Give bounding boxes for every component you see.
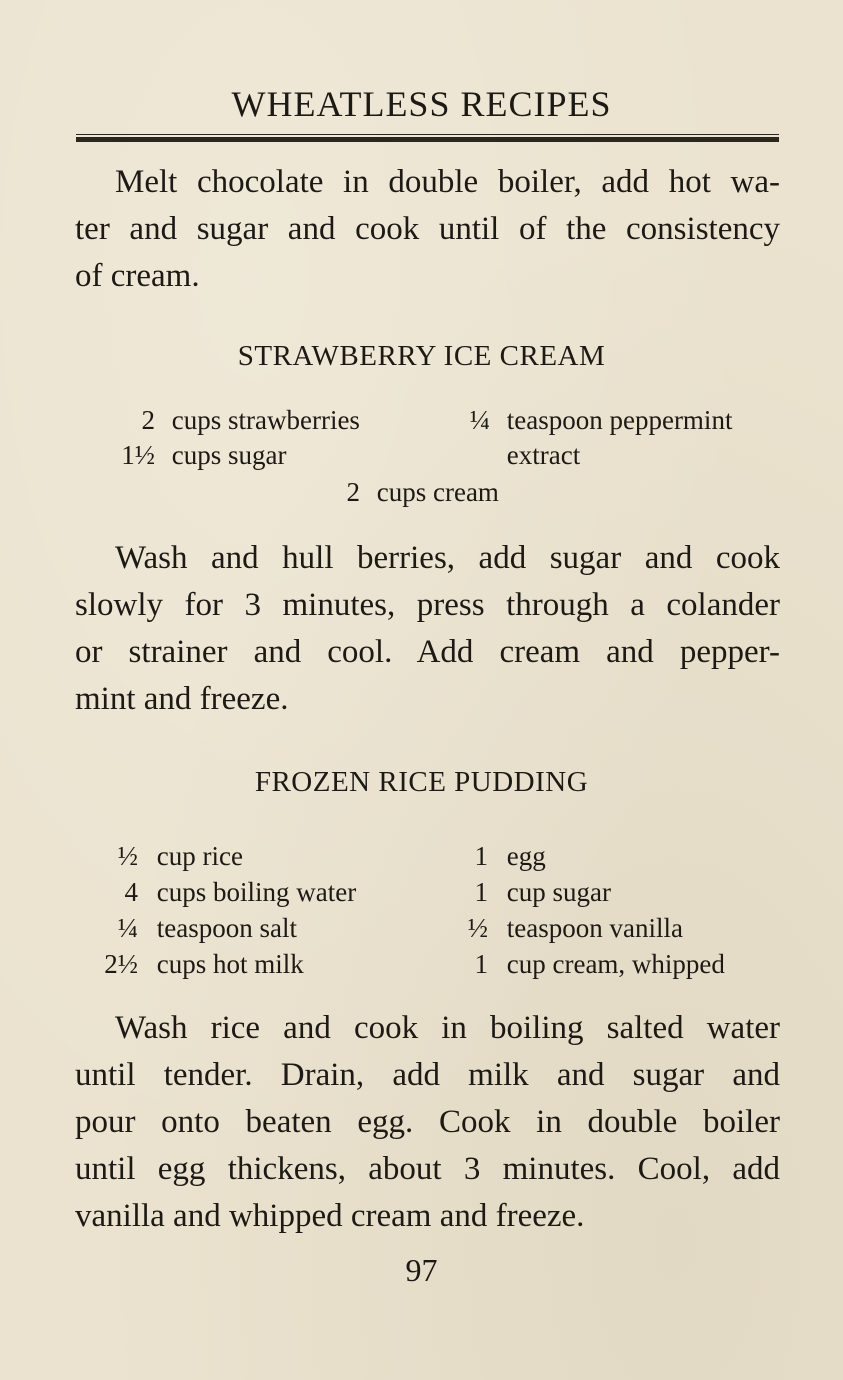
ingredient-item [452, 910, 683, 946]
ingredient-quantity: 1 [474, 877, 488, 907]
ingredient-text: cups cream [376, 477, 499, 507]
ingredient-item [450, 437, 580, 473]
paragraph-line: of cream. [75, 258, 200, 294]
page-number: 97 [405, 1252, 438, 1288]
ingredient-text: cup sugar [506, 877, 611, 907]
ingredient-text: cup cream, whipped [506, 949, 725, 979]
ingredient-quantity: ¼ [469, 405, 490, 435]
header-rule-thick-line [76, 137, 779, 142]
ingredient-text: cups boiling water [156, 877, 357, 907]
paragraph-line: ter and sugar and cook until of the consistency [75, 211, 780, 247]
ingredient-text: cups hot milk [156, 949, 304, 979]
header-rule [76, 134, 779, 144]
ingredient-item [90, 910, 297, 946]
ingredient-quantity: 2 [346, 477, 360, 507]
recipe-title-strawberry-ice-cream: STRAWBERRY ICE CREAM [237, 340, 606, 372]
paragraph-line: vanilla and whipped cream and freeze. [75, 1198, 585, 1234]
ingredient-quantity: 4 [124, 877, 138, 907]
ingredient-text: egg [506, 841, 546, 871]
ingredient-text: teaspoon salt [156, 913, 297, 943]
ingredient-item [452, 874, 611, 910]
method-paragraph-strawberry-ice-cream [75, 535, 780, 723]
ingredient-text: teaspoon vanilla [506, 913, 683, 943]
ingredient-item [90, 838, 243, 874]
ingredient-text: teaspoon peppermint [506, 405, 733, 435]
recipe-title-frozen-rice-pudding: FROZEN RICE PUDDING [254, 766, 589, 798]
paragraph-line: until egg thickens, about 3 minutes. Cool, add [75, 1151, 780, 1187]
ingredient-item [90, 946, 304, 982]
ingredient-item [90, 874, 356, 910]
paragraph-line: Wash rice and cook in boiling salted water [115, 1010, 780, 1046]
ingredient-quantity: ¼ [117, 913, 138, 943]
header-rule-thin-line [76, 134, 779, 135]
ingredient-quantity: 1 [474, 841, 488, 871]
ingredient-quantity: ½ [117, 841, 138, 871]
ingredient-quantity: 2½ [104, 949, 138, 979]
ingredient-text: cups strawberries [171, 405, 360, 435]
ingredient-quantity: 1½ [121, 440, 155, 470]
ingredient-item [452, 946, 725, 982]
ingredient-item [450, 402, 732, 438]
paragraph-line: Melt chocolate in double boiler, add hot wa- [115, 164, 780, 200]
ingredient-item [100, 437, 286, 473]
intro-paragraph [75, 159, 780, 300]
paragraph-line: Wash and hull berries, add sugar and cook [115, 540, 780, 576]
ingredient-item [100, 402, 360, 438]
ingredient-quantity: ½ [467, 913, 488, 943]
paragraph-line: slowly for 3 minutes, press through a colander [75, 587, 780, 623]
ingredient-quantity: 2 [141, 405, 155, 435]
ingredient-quantity: 1 [474, 949, 488, 979]
method-paragraph-frozen-rice-pudding [75, 1005, 780, 1240]
ingredient-text: cup rice [156, 841, 243, 871]
running-head: WHEATLESS RECIPES [231, 84, 612, 124]
ingredient-item [330, 474, 499, 510]
ingredient-text: cups sugar [171, 440, 287, 470]
paragraph-line: mint and freeze. [75, 681, 289, 717]
paragraph-line: pour onto beaten egg. Cook in double boiler [75, 1104, 780, 1140]
paragraph-line: or strainer and cool. Add cream and pepper- [75, 634, 780, 670]
ingredient-text: extract [506, 440, 581, 470]
ingredient-item [452, 838, 546, 874]
paragraph-line: until tender. Drain, add milk and sugar and [75, 1057, 780, 1093]
